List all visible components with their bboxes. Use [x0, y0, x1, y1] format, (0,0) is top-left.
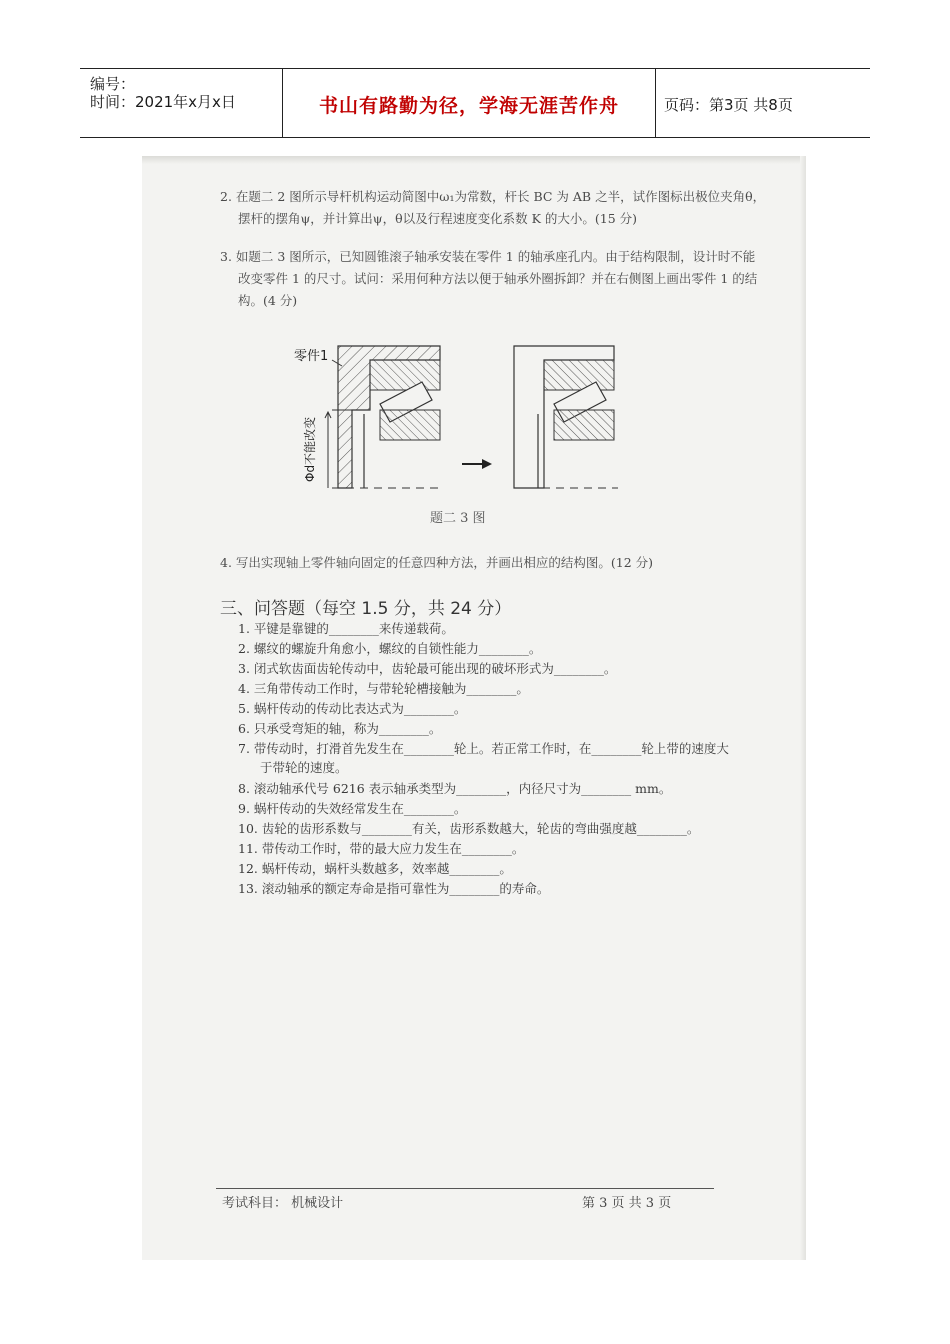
part-1-label: 零件1 — [294, 349, 329, 364]
section-3-title: 三、问答题（每空 1.5 分，共 24 分） — [220, 599, 512, 619]
fill-blank-item-9: 9. 蜗杆传动的失效经常发生在________。 — [238, 801, 467, 816]
header-meta-cell — [80, 69, 283, 137]
question-4: 4. 写出实现轴上零件轴向固定的任意四种方法，并画出相应的结构图。(12 分) — [220, 555, 654, 570]
fill-blank-item-12: 12. 蜗杆传动，蜗杆头数越多，效率越________。 — [238, 861, 512, 876]
figure-caption: 题二 3 图 — [430, 511, 486, 526]
fill-blank-item-7: 7. 带传动时，打滑首先发生在________轮上。若正常工作时，在________轮上带的速度大 — [238, 741, 729, 756]
exam-subject: 考试科目： 机械设计 — [222, 1196, 344, 1211]
header-page-cell — [656, 69, 870, 137]
diameter-constraint-label: Φd不能改变 — [303, 416, 317, 482]
redesign-structure-drawing — [514, 346, 618, 488]
document-time-label: 时间：2021年x月x日 — [90, 93, 236, 111]
question-3 — [220, 246, 757, 312]
question-2 — [220, 186, 765, 230]
fill-blank-item-4: 4. 三角带传动工作时，与带轮轮槽接触为________。 — [238, 681, 529, 696]
document-header — [80, 68, 870, 138]
document-number-label: 编号： — [90, 75, 136, 93]
fill-blank-item-10: 10. 齿轮的齿形系数与________有关，齿形系数越大，轮齿的弯曲强度越________。 — [238, 821, 700, 836]
transform-arrow — [462, 459, 492, 469]
question-2-line-1: 2. 在题二 2 图所示导杆机构运动简图中ω₁为常数，杆长 BC 为 AB 之半，试作图标出极位夹角θ， — [220, 189, 766, 204]
bearing-figure — [292, 338, 622, 498]
exam-page-number: 第 3 页 共 3 页 — [582, 1196, 672, 1211]
fill-blank-item-6: 6. 只承受弯矩的轴，称为________。 — [238, 721, 442, 736]
fill-blank-item-3: 3. 闭式软齿面齿轮传动中，齿轮最可能出现的破坏形式为________。 — [238, 661, 617, 676]
header-motto-cell — [283, 69, 656, 137]
footer-divider — [216, 1188, 714, 1189]
fill-blank-item-7-cont: 于带轮的速度。 — [260, 760, 348, 775]
scanned-exam-page — [142, 156, 806, 1260]
question-3-line-3: 构。(4 分) — [238, 293, 298, 308]
fill-blank-item-2: 2. 螺纹的螺旋升角愈小，螺纹的自锁性能力________。 — [238, 641, 542, 656]
question-2-line-2: 摆杆的摆角ψ，并计算出ψ，θ以及行程速度变化系数 K 的大小。(15 分) — [238, 211, 638, 226]
question-3-line-2: 改变零件 1 的尺寸。试问：采用何种方法以便于轴承外圈拆卸？并在右侧图上画出零件 1 的结 — [238, 271, 758, 286]
fill-blank-item-5: 5. 蜗杆传动的传动比表达式为________。 — [238, 701, 467, 716]
scan-edge — [800, 156, 806, 1260]
fill-blank-item-8: 8. 滚动轴承代号 6216 表示轴承类型为________，内径尺寸为________ mm。 — [238, 781, 672, 796]
fill-blank-item-11: 11. 带传动工作时，带的最大应力发生在________。 — [238, 841, 525, 856]
question-3-line-1: 3. 如题二 3 图所示，已知圆锥滚子轴承安装在零件 1 的轴承座孔内。由于结构限制，设计时不能 — [220, 249, 756, 264]
fill-blank-item-1: 1. 平键是靠键的________来传递载荷。 — [238, 621, 454, 636]
header-page-info: 页码：第3页 共8页 — [664, 96, 793, 114]
header-motto: 书山有路勤为径，学海无涯苦作舟 — [318, 95, 619, 117]
fill-blank-item-13: 13. 滚动轴承的额定寿命是指可靠性为________的寿命。 — [238, 881, 550, 896]
original-structure-drawing — [294, 346, 442, 488]
